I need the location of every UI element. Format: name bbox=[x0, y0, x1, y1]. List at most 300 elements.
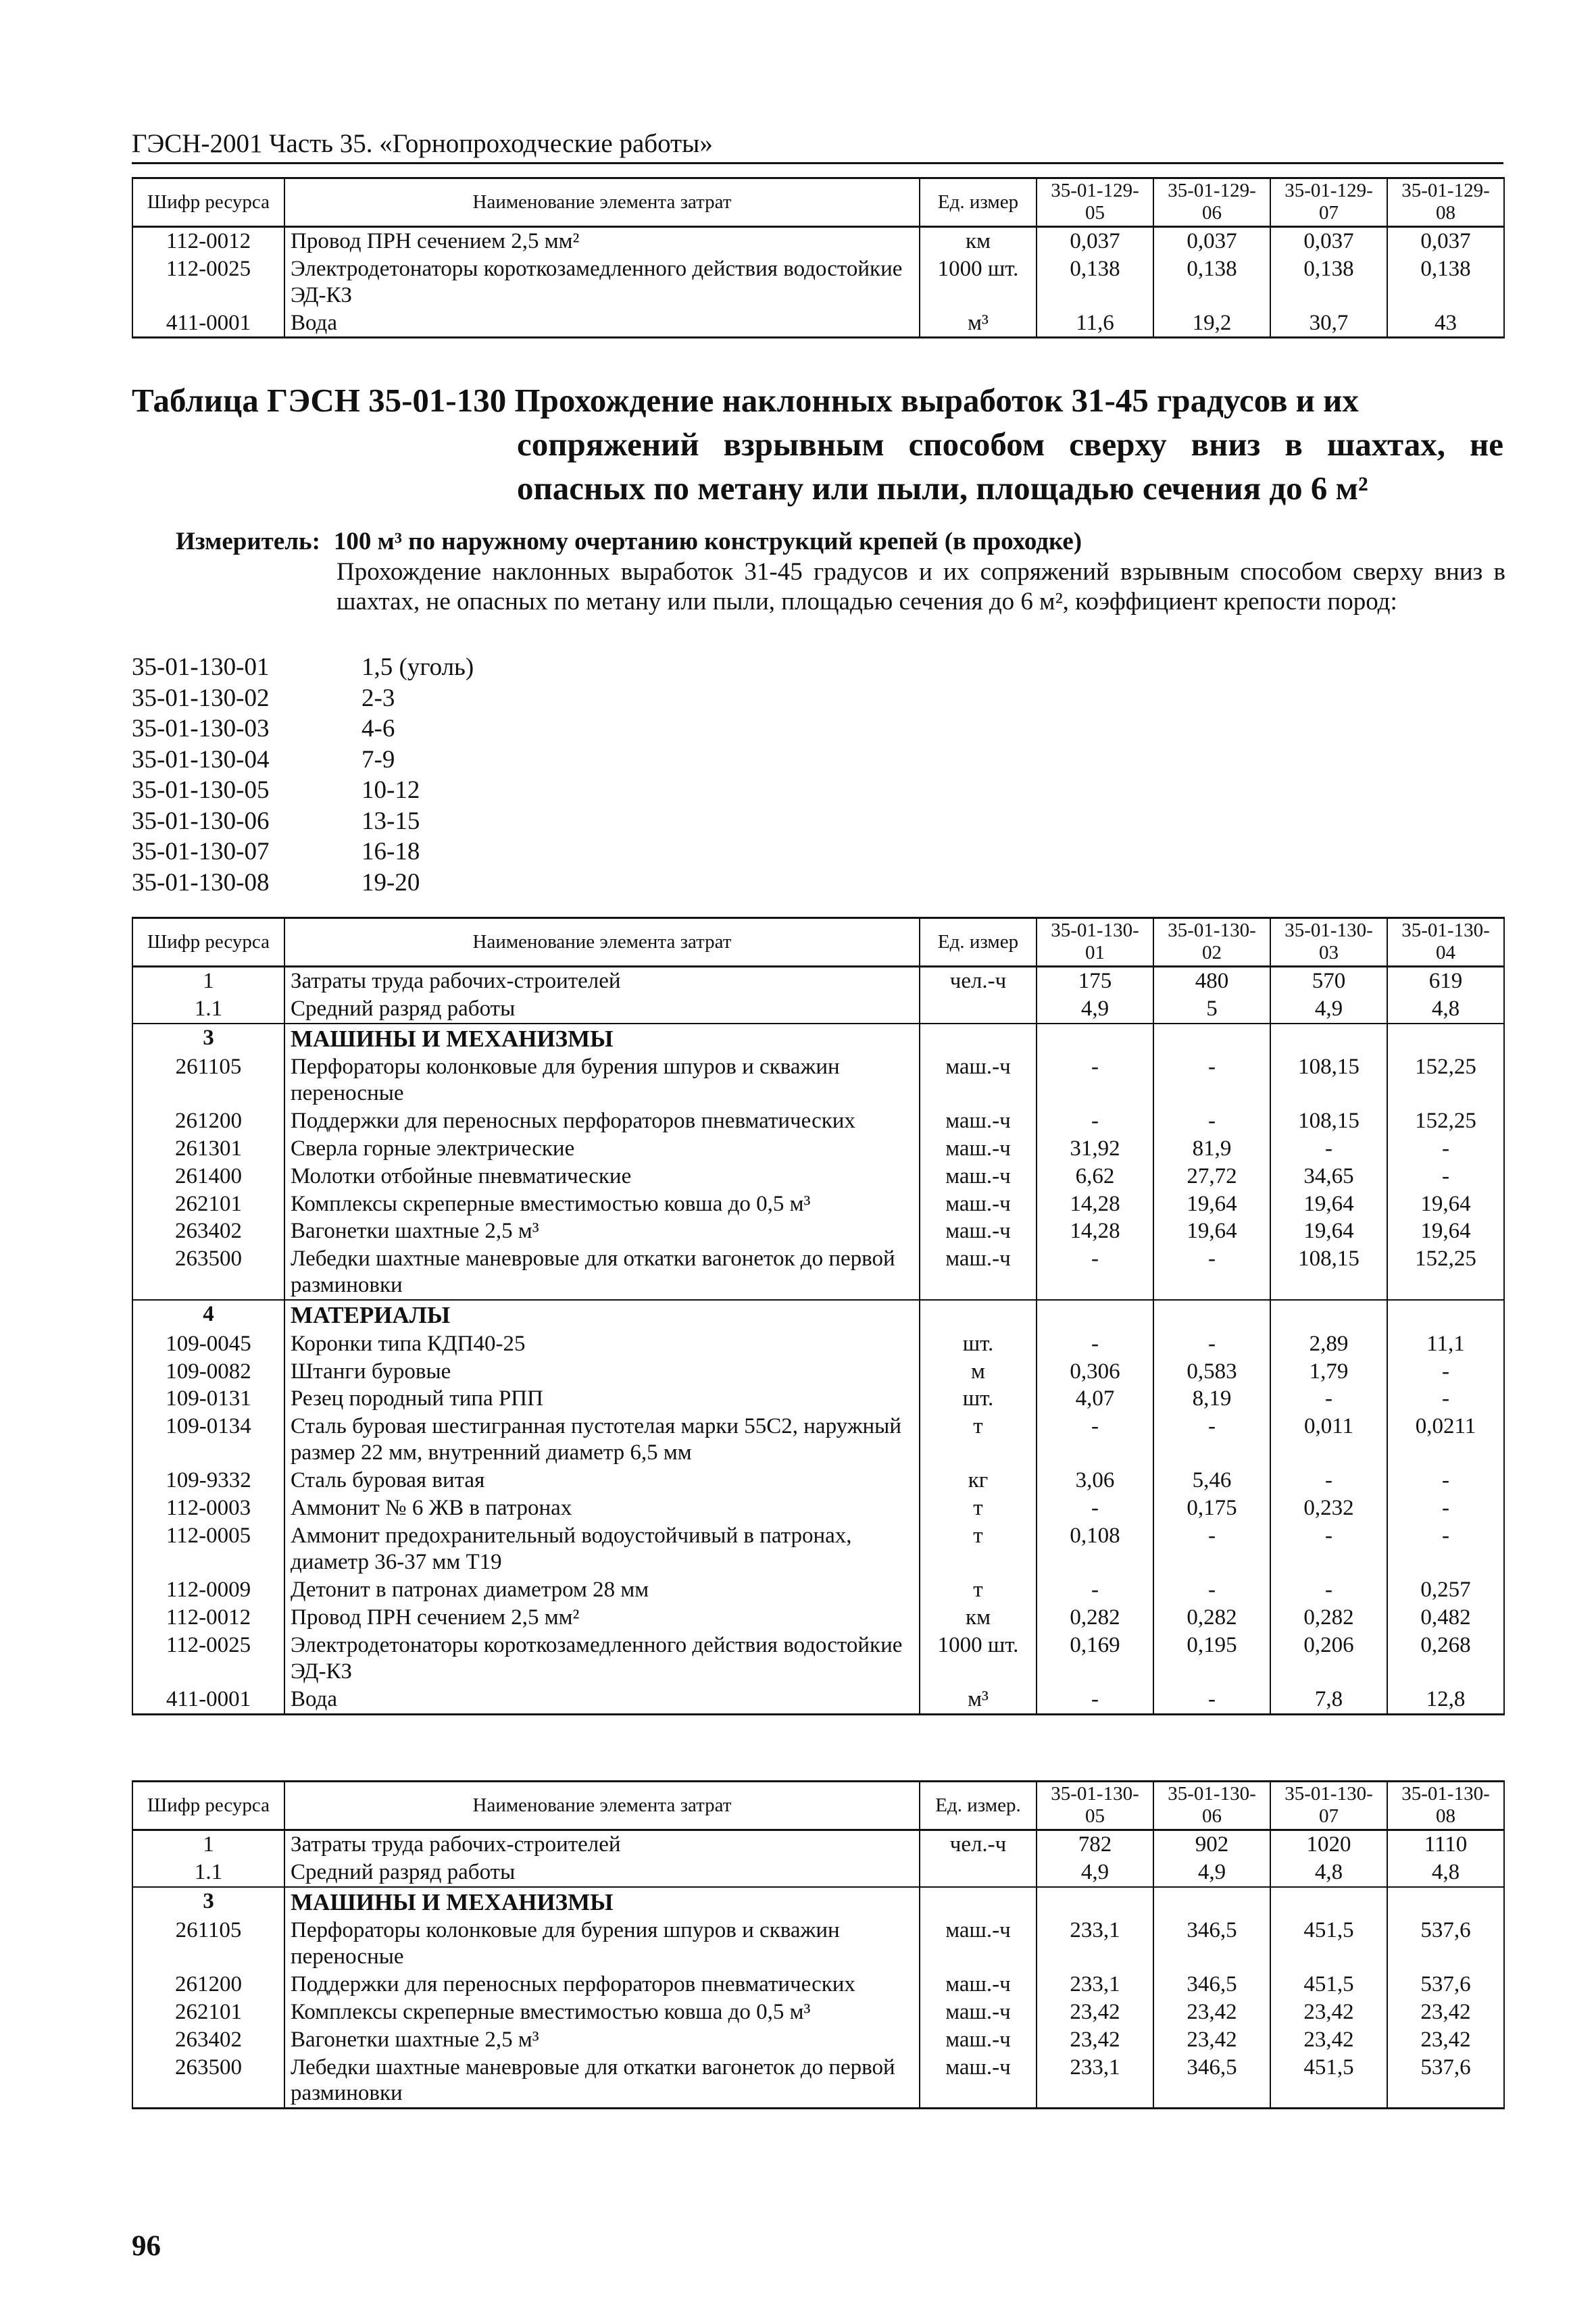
resource-value bbox=[1270, 1024, 1387, 1053]
resource-value: 31,92 bbox=[1037, 1135, 1153, 1163]
resource-code: 112-0012 bbox=[132, 226, 284, 255]
resource-value: - bbox=[1387, 1358, 1504, 1386]
resource-code: 109-0134 bbox=[132, 1413, 284, 1467]
resource-value: 451,5 bbox=[1270, 2054, 1387, 2109]
table-row bbox=[132, 1053, 1504, 1107]
resource-unit: 1000 шт. bbox=[920, 255, 1037, 309]
table-row bbox=[132, 2026, 1504, 2054]
resource-table-129 bbox=[132, 177, 1505, 338]
resource-name: Провод ПРН сечением 2,5 мм² bbox=[284, 226, 920, 255]
resource-value: 346,5 bbox=[1153, 1917, 1270, 1971]
resource-value: 23,42 bbox=[1387, 2026, 1504, 2054]
column-header: 35-01-130-08 bbox=[1387, 1782, 1504, 1830]
norm-codes-list bbox=[132, 652, 474, 898]
norm-code: 35-01-130-04 bbox=[132, 745, 270, 774]
resource-code: 261105 bbox=[132, 1053, 284, 1107]
resource-value: 233,1 bbox=[1037, 1917, 1153, 1971]
resource-name: Молотки отбойные пневматические bbox=[284, 1163, 920, 1190]
resource-value: 0,138 bbox=[1037, 255, 1153, 309]
resource-value: 8,19 bbox=[1153, 1385, 1270, 1413]
resource-unit: чел.-ч bbox=[920, 966, 1037, 995]
table-title-rest: сопряжений взрывным способом сверху вниз в шахтах, не опасных по метану или пыли, площадью сечения до 6 м² bbox=[517, 426, 1503, 507]
resource-value: 3,06 bbox=[1037, 1467, 1153, 1494]
norm-code: 35-01-130-03 bbox=[132, 715, 270, 743]
resource-value: - bbox=[1153, 1245, 1270, 1300]
table-row bbox=[132, 1971, 1504, 1998]
resource-value: - bbox=[1037, 1107, 1153, 1135]
resource-value: - bbox=[1270, 1467, 1387, 1494]
resource-unit: маш.-ч bbox=[920, 1217, 1037, 1245]
resource-value: 233,1 bbox=[1037, 2054, 1153, 2109]
resource-code: 112-0005 bbox=[132, 1522, 284, 1576]
resource-value: - bbox=[1387, 1163, 1504, 1190]
resource-name: Вода bbox=[284, 1686, 920, 1714]
resource-name: Вагонетки шахтные 2,5 м³ bbox=[284, 1217, 920, 1245]
table-header-row bbox=[132, 918, 1504, 967]
resource-value: 34,65 bbox=[1270, 1163, 1387, 1190]
resource-name: Поддержки для переносных перфораторов пневматических bbox=[284, 1971, 920, 1998]
resource-value: 108,15 bbox=[1270, 1245, 1387, 1300]
norm-code-value: 19-20 bbox=[361, 868, 420, 897]
resource-unit: м³ bbox=[920, 1686, 1037, 1714]
resource-value bbox=[1153, 1887, 1270, 1917]
resource-code: 263402 bbox=[132, 1217, 284, 1245]
resource-unit: маш.-ч bbox=[920, 1053, 1037, 1107]
resource-value: 0,037 bbox=[1387, 226, 1504, 255]
resource-value: 537,6 bbox=[1387, 2054, 1504, 2109]
resource-value: 4,8 bbox=[1387, 1859, 1504, 1887]
resource-code: 1.1 bbox=[132, 995, 284, 1024]
resource-value: 43 bbox=[1387, 309, 1504, 338]
norm-code: 35-01-130-08 bbox=[132, 868, 270, 897]
resource-name: Затраты труда рабочих-строителей bbox=[284, 966, 920, 995]
table-header-row bbox=[132, 1782, 1504, 1830]
resource-value: - bbox=[1153, 1686, 1270, 1714]
resource-value: 5 bbox=[1153, 995, 1270, 1024]
norm-code-value: 4-6 bbox=[361, 715, 395, 743]
norm-code: 35-01-130-07 bbox=[132, 838, 270, 865]
resource-unit: м bbox=[920, 1358, 1037, 1386]
table-row bbox=[132, 1522, 1504, 1576]
table-row bbox=[132, 1830, 1504, 1858]
resource-value: - bbox=[1387, 1385, 1504, 1413]
resource-value: 14,28 bbox=[1037, 1217, 1153, 1245]
resource-value: 12,8 bbox=[1387, 1686, 1504, 1714]
column-header: Шифр ресурса bbox=[132, 1782, 284, 1830]
resource-value: 19,64 bbox=[1387, 1217, 1504, 1245]
resource-code: 261200 bbox=[132, 1971, 284, 1998]
resource-value: 0,011 bbox=[1270, 1413, 1387, 1467]
column-header: 35-01-129-07 bbox=[1270, 178, 1387, 227]
resource-value: - bbox=[1270, 1522, 1387, 1576]
resource-name: Поддержки для переносных перфораторов пневматических bbox=[284, 1107, 920, 1135]
resource-value: 451,5 bbox=[1270, 1971, 1387, 1998]
resource-name: Штанги буровые bbox=[284, 1358, 920, 1386]
resource-code: 112-0003 bbox=[132, 1494, 284, 1522]
resource-value: 0,282 bbox=[1270, 1604, 1387, 1632]
table-row bbox=[132, 1107, 1504, 1135]
resource-value: 27,72 bbox=[1153, 1163, 1270, 1190]
table-header-row bbox=[132, 178, 1504, 227]
resource-value bbox=[1270, 1300, 1387, 1330]
column-header: 35-01-130-02 bbox=[1153, 918, 1270, 967]
resource-value: 0,138 bbox=[1270, 255, 1387, 309]
resource-value: 451,5 bbox=[1270, 1917, 1387, 1971]
resource-value: 619 bbox=[1387, 966, 1504, 995]
section-row bbox=[132, 1300, 1504, 1330]
resource-value bbox=[1037, 1887, 1153, 1917]
running-header: ГЭСН-2001 Часть 35. «Горнопроходческие работы» bbox=[132, 129, 713, 158]
resource-value: 4,9 bbox=[1270, 995, 1387, 1024]
column-header: 35-01-129-08 bbox=[1387, 178, 1504, 227]
resource-unit: маш.-ч bbox=[920, 1998, 1037, 2026]
resource-value: 108,15 bbox=[1270, 1107, 1387, 1135]
resource-value: 570 bbox=[1270, 966, 1387, 995]
resource-name: Сталь буровая витая bbox=[284, 1467, 920, 1494]
resource-name: Перфораторы колонковые для бурения шпуров и скважин переносные bbox=[284, 1917, 920, 1971]
resource-value: 23,42 bbox=[1270, 1998, 1387, 2026]
resource-value: - bbox=[1037, 1245, 1153, 1300]
resource-value: - bbox=[1037, 1053, 1153, 1107]
norm-code-value: 7-9 bbox=[361, 745, 395, 774]
table-row bbox=[132, 1917, 1504, 1971]
resource-value: 0,306 bbox=[1037, 1358, 1153, 1386]
resource-name: Аммонит предохранительный водоустойчивый в патронах, диаметр 36-37 мм Т19 bbox=[284, 1522, 920, 1576]
resource-value: 0,138 bbox=[1387, 255, 1504, 309]
table-row bbox=[132, 1385, 1504, 1413]
resource-value: 0,169 bbox=[1037, 1632, 1153, 1686]
resource-value: 6,62 bbox=[1037, 1163, 1153, 1190]
resource-name: Средний разряд работы bbox=[284, 1859, 920, 1887]
norm-code-row bbox=[132, 683, 474, 714]
resource-value bbox=[1037, 1024, 1153, 1053]
resource-code: 109-9332 bbox=[132, 1467, 284, 1494]
norm-code-value: 16-18 bbox=[361, 838, 420, 865]
column-header: 35-01-129-06 bbox=[1153, 178, 1270, 227]
resource-value: 19,2 bbox=[1153, 309, 1270, 338]
resource-value: 23,42 bbox=[1153, 2026, 1270, 2054]
section-row bbox=[132, 1887, 1504, 1917]
resource-code: 263500 bbox=[132, 1245, 284, 1300]
resource-value: 0,138 bbox=[1153, 255, 1270, 309]
column-header: 35-01-130-06 bbox=[1153, 1782, 1270, 1830]
column-header: Шифр ресурса bbox=[132, 918, 284, 967]
resource-value: - bbox=[1153, 1330, 1270, 1358]
table-row bbox=[132, 995, 1504, 1024]
resource-value: 5,46 bbox=[1153, 1467, 1270, 1494]
resource-unit: т bbox=[920, 1576, 1037, 1604]
meter-line bbox=[176, 527, 1082, 556]
resource-code: 263500 bbox=[132, 2054, 284, 2109]
resource-name: Сверла горные электрические bbox=[284, 1135, 920, 1163]
resource-unit bbox=[920, 1887, 1037, 1917]
table-row bbox=[132, 1494, 1504, 1522]
table-row bbox=[132, 1217, 1504, 1245]
norm-code: 35-01-130-06 bbox=[132, 807, 270, 835]
resource-value: 902 bbox=[1153, 1830, 1270, 1858]
table-row bbox=[132, 255, 1504, 309]
resource-code: 112-0025 bbox=[132, 255, 284, 309]
resource-name: Коронки типа КДП40-25 bbox=[284, 1330, 920, 1358]
resource-value: 0,232 bbox=[1270, 1494, 1387, 1522]
resource-value: 4,8 bbox=[1270, 1859, 1387, 1887]
resource-value: 4,9 bbox=[1153, 1859, 1270, 1887]
resource-value: 0,282 bbox=[1153, 1604, 1270, 1632]
resource-value: 108,15 bbox=[1270, 1053, 1387, 1107]
resource-name: Провод ПРН сечением 2,5 мм² bbox=[284, 1604, 920, 1632]
resource-value bbox=[1270, 1887, 1387, 1917]
norm-code: 35-01-130-01 bbox=[132, 653, 270, 681]
meter-value: 100 м³ по наружному очертанию конструкций крепей (в проходке) bbox=[333, 528, 1082, 555]
norm-code-row bbox=[132, 806, 474, 837]
resource-code: 411-0001 bbox=[132, 1686, 284, 1714]
resource-value bbox=[1387, 1887, 1504, 1917]
resource-unit: чел.-ч bbox=[920, 1830, 1037, 1858]
resource-code: 109-0082 bbox=[132, 1358, 284, 1386]
resource-name: Перфораторы колонковые для бурения шпуров и скважин переносные bbox=[284, 1053, 920, 1107]
resource-code: 3 bbox=[132, 1024, 284, 1053]
resource-value: 4,07 bbox=[1037, 1385, 1153, 1413]
resource-name: Средний разряд работы bbox=[284, 995, 920, 1024]
resource-value: 23,42 bbox=[1153, 1998, 1270, 2026]
resource-value: 537,6 bbox=[1387, 1917, 1504, 1971]
resource-unit bbox=[920, 1859, 1037, 1887]
resource-code: 3 bbox=[132, 1887, 284, 1917]
resource-value bbox=[1037, 1300, 1153, 1330]
norm-code-row bbox=[132, 713, 474, 745]
norm-code-value: 1,5 (уголь) bbox=[361, 653, 474, 681]
resource-code: 261400 bbox=[132, 1163, 284, 1190]
resource-code: 1 bbox=[132, 1830, 284, 1858]
meter-label: Измеритель: bbox=[176, 528, 320, 555]
resource-value: - bbox=[1153, 1053, 1270, 1107]
resource-value: 0,195 bbox=[1153, 1632, 1270, 1686]
resource-code: 112-0025 bbox=[132, 1632, 284, 1686]
resource-value: 152,25 bbox=[1387, 1245, 1504, 1300]
table-row bbox=[132, 966, 1504, 995]
table-row bbox=[132, 1576, 1504, 1604]
table-row bbox=[132, 1686, 1504, 1714]
resource-name: Сталь буровая шестигранная пустотелая марки 55С2, наружный размер 22 мм, внутренний диаметр 6,5 мм bbox=[284, 1413, 920, 1467]
resource-value: 4,9 bbox=[1037, 1859, 1153, 1887]
table-row bbox=[132, 2054, 1504, 2109]
resource-value bbox=[1387, 1024, 1504, 1053]
resource-value: 1,79 bbox=[1270, 1358, 1387, 1386]
norm-code: 35-01-130-05 bbox=[132, 776, 270, 804]
resource-unit: маш.-ч bbox=[920, 1971, 1037, 1998]
resource-code: 112-0009 bbox=[132, 1576, 284, 1604]
resource-code: 261200 bbox=[132, 1107, 284, 1135]
resource-unit: маш.-ч bbox=[920, 2054, 1037, 2109]
resource-code: 262101 bbox=[132, 1998, 284, 2026]
resource-value: 7,8 bbox=[1270, 1686, 1387, 1714]
resource-value bbox=[1153, 1300, 1270, 1330]
table-row bbox=[132, 1163, 1504, 1190]
section-row bbox=[132, 1024, 1504, 1053]
resource-value: 175 bbox=[1037, 966, 1153, 995]
resource-value: 14,28 bbox=[1037, 1190, 1153, 1218]
resource-value: 152,25 bbox=[1387, 1107, 1504, 1135]
resource-code: 261301 bbox=[132, 1135, 284, 1163]
resource-unit bbox=[920, 995, 1037, 1024]
resource-code: 1 bbox=[132, 966, 284, 995]
norm-code-value: 2-3 bbox=[361, 684, 395, 712]
resource-value: - bbox=[1270, 1576, 1387, 1604]
resource-value: 537,6 bbox=[1387, 1971, 1504, 1998]
resource-value: - bbox=[1270, 1385, 1387, 1413]
column-header: Ед. измер bbox=[920, 918, 1037, 967]
resource-value: 4,9 bbox=[1037, 995, 1153, 1024]
resource-value: - bbox=[1037, 1494, 1153, 1522]
resource-value: 30,7 bbox=[1270, 309, 1387, 338]
resource-unit: маш.-ч bbox=[920, 1163, 1037, 1190]
resource-name: Вагонетки шахтные 2,5 м³ bbox=[284, 2026, 920, 2054]
resource-value: 0,206 bbox=[1270, 1632, 1387, 1686]
resource-code: 4 bbox=[132, 1300, 284, 1330]
column-header: 35-01-130-01 bbox=[1037, 918, 1153, 967]
column-header: 35-01-129-05 bbox=[1037, 178, 1153, 227]
resource-value: 152,25 bbox=[1387, 1053, 1504, 1107]
resource-name: МАШИНЫ И МЕХАНИЗМЫ bbox=[284, 1024, 920, 1053]
resource-name: Резец породный типа РПП bbox=[284, 1385, 920, 1413]
resource-unit: маш.-ч bbox=[920, 1190, 1037, 1218]
resource-value: - bbox=[1387, 1494, 1504, 1522]
resource-value: 19,64 bbox=[1270, 1190, 1387, 1218]
resource-name: МАШИНЫ И МЕХАНИЗМЫ bbox=[284, 1887, 920, 1917]
resource-code: 263402 bbox=[132, 2026, 284, 2054]
resource-name: Лебедки шахтные маневровые для откатки вагонеток до первой разминовки bbox=[284, 1245, 920, 1300]
resource-code: 261105 bbox=[132, 1917, 284, 1971]
table-row bbox=[132, 1604, 1504, 1632]
resource-value: - bbox=[1387, 1467, 1504, 1494]
resource-code: 109-0045 bbox=[132, 1330, 284, 1358]
resource-name: Электродетонаторы короткозамедленного действия водостойкие ЭД-КЗ bbox=[284, 255, 920, 309]
resource-value: 4,8 bbox=[1387, 995, 1504, 1024]
resource-value: 0,037 bbox=[1037, 226, 1153, 255]
norm-code-row bbox=[132, 745, 474, 776]
resource-name: Детонит в патронах диаметром 28 мм bbox=[284, 1576, 920, 1604]
resource-unit: маш.-ч bbox=[920, 1107, 1037, 1135]
resource-unit: т bbox=[920, 1522, 1037, 1576]
table-row bbox=[132, 1998, 1504, 2026]
norm-code: 35-01-130-02 bbox=[132, 684, 270, 712]
column-header: Ед. измер bbox=[920, 178, 1037, 227]
column-header: Наименование элемента затрат bbox=[284, 1782, 920, 1830]
resource-value: 0,257 bbox=[1387, 1576, 1504, 1604]
resource-value: 1020 bbox=[1270, 1830, 1387, 1858]
resource-value: 0,037 bbox=[1153, 226, 1270, 255]
table-row bbox=[132, 1190, 1504, 1218]
resource-unit: маш.-ч bbox=[920, 1245, 1037, 1300]
resource-unit: км bbox=[920, 226, 1037, 255]
table-row bbox=[132, 1859, 1504, 1887]
resource-unit: шт. bbox=[920, 1330, 1037, 1358]
resource-unit: маш.-ч bbox=[920, 2026, 1037, 2054]
table-row bbox=[132, 1330, 1504, 1358]
resource-value: - bbox=[1153, 1576, 1270, 1604]
resource-name: Электродетонаторы короткозамедленного действия водостойкие ЭД-КЗ bbox=[284, 1632, 920, 1686]
page-number: 96 bbox=[132, 2230, 161, 2262]
column-header: Шифр ресурса bbox=[132, 178, 284, 227]
resource-value: 782 bbox=[1037, 1830, 1153, 1858]
resource-value: - bbox=[1270, 1135, 1387, 1163]
resource-value: 346,5 bbox=[1153, 2054, 1270, 2109]
resource-value: 0,108 bbox=[1037, 1522, 1153, 1576]
resource-value: 23,42 bbox=[1387, 1998, 1504, 2026]
resource-unit bbox=[920, 1300, 1037, 1330]
column-header: 35-01-130-03 bbox=[1270, 918, 1387, 967]
resource-table-130-b bbox=[132, 1780, 1505, 2109]
resource-unit: м³ bbox=[920, 309, 1037, 338]
resource-unit bbox=[920, 1024, 1037, 1053]
resource-value: - bbox=[1037, 1330, 1153, 1358]
resource-value: 0,482 bbox=[1387, 1604, 1504, 1632]
resource-unit: 1000 шт. bbox=[920, 1632, 1037, 1686]
column-header: 35-01-130-05 bbox=[1037, 1782, 1153, 1830]
norm-code-row bbox=[132, 775, 474, 806]
norm-code-value: 13-15 bbox=[361, 807, 420, 835]
header-rule bbox=[132, 162, 1503, 164]
table-row bbox=[132, 1632, 1504, 1686]
resource-value: 81,9 bbox=[1153, 1135, 1270, 1163]
resource-code: 112-0012 bbox=[132, 1604, 284, 1632]
resource-value: 0,268 bbox=[1387, 1632, 1504, 1686]
table-row bbox=[132, 1467, 1504, 1494]
table-row bbox=[132, 1413, 1504, 1467]
resource-value: 0,583 bbox=[1153, 1358, 1270, 1386]
resource-unit: т bbox=[920, 1494, 1037, 1522]
resource-name: Лебедки шахтные маневровые для откатки вагонеток до первой разминовки bbox=[284, 2054, 920, 2109]
resource-code: 411-0001 bbox=[132, 309, 284, 338]
resource-name: Комплексы скреперные вместимостью ковша до 0,5 м³ bbox=[284, 1190, 920, 1218]
resource-value bbox=[1387, 1300, 1504, 1330]
table-row bbox=[132, 226, 1504, 255]
table-row bbox=[132, 309, 1504, 338]
table-row bbox=[132, 1135, 1504, 1163]
norm-code-row bbox=[132, 652, 474, 683]
table-row bbox=[132, 1358, 1504, 1386]
resource-value: - bbox=[1153, 1413, 1270, 1467]
resource-value: 23,42 bbox=[1270, 2026, 1387, 2054]
resource-value: 23,42 bbox=[1037, 1998, 1153, 2026]
resource-value: 480 bbox=[1153, 966, 1270, 995]
resource-value: 346,5 bbox=[1153, 1971, 1270, 1998]
resource-code: 1.1 bbox=[132, 1859, 284, 1887]
column-header: Наименование элемента затрат bbox=[284, 918, 920, 967]
resource-unit: кг bbox=[920, 1467, 1037, 1494]
norm-code-row bbox=[132, 867, 474, 899]
norm-code-value: 10-12 bbox=[361, 776, 420, 804]
resource-value: 19,64 bbox=[1153, 1217, 1270, 1245]
work-description: Прохождение наклонных выработок 31-45 градусов и их сопряжений взрывным способом сверху вниз в шахтах, не опасных по метану или пыли, площадью сечения до 6 м², коэффициент крепости пород: bbox=[336, 558, 1505, 616]
resource-name: Затраты труда рабочих-строителей bbox=[284, 1830, 920, 1858]
resource-value: - bbox=[1037, 1413, 1153, 1467]
column-header: Наименование элемента затрат bbox=[284, 178, 920, 227]
resource-value: - bbox=[1387, 1522, 1504, 1576]
resource-code: 262101 bbox=[132, 1190, 284, 1218]
resource-value: 0,282 bbox=[1037, 1604, 1153, 1632]
resource-unit: т bbox=[920, 1413, 1037, 1467]
resource-table-130-a bbox=[132, 917, 1505, 1715]
resource-value: 1110 bbox=[1387, 1830, 1504, 1858]
resource-unit: шт. bbox=[920, 1385, 1037, 1413]
resource-value: - bbox=[1037, 1686, 1153, 1714]
norm-code-row bbox=[132, 836, 474, 867]
table-title-line1: Таблица ГЭСН 35-01-130 Прохождение наклонных выработок 31-45 градусов и их bbox=[132, 382, 1359, 419]
resource-value: - bbox=[1037, 1576, 1153, 1604]
column-header: Ед. измер. bbox=[920, 1782, 1037, 1830]
resource-value: 19,64 bbox=[1153, 1190, 1270, 1218]
